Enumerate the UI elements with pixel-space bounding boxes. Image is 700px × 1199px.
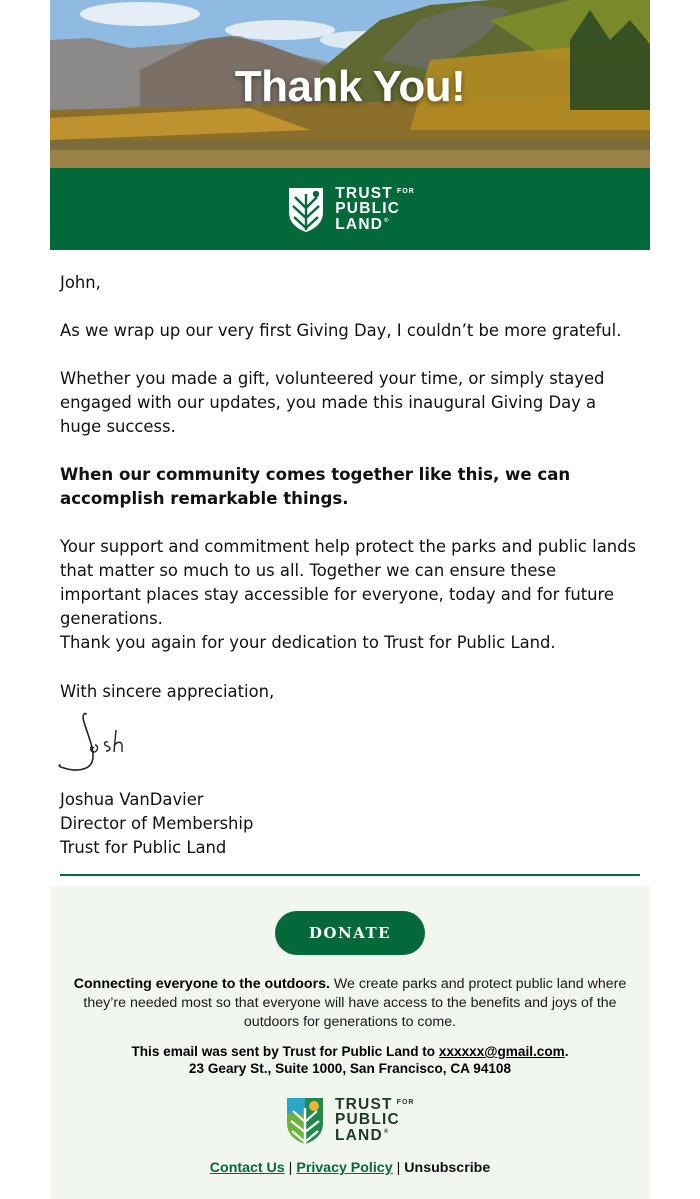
mission-headline: Connecting everyone to the outdoors. [73,976,330,992]
contact-us-link[interactable]: Contact Us [209,1160,285,1176]
handwritten-signature [56,708,146,785]
mission-statement [70,975,630,1032]
privacy-policy-link[interactable]: Privacy Policy [296,1160,393,1176]
footer [50,886,650,1199]
mission-text: We create parks and protect public land where they’re needed most so that everyone will have access to the benefits and joys of the outdoors for generations to come. [83,976,627,1030]
paragraph-2: Whether you made a gift, volunteered your time, or simply stayed engaged with our updates, you made this inaugural Giving Day a huge success. [60,369,605,436]
donate-button[interactable]: DONATE [275,911,425,955]
trust-for-public-land-logo[interactable] [285,184,414,234]
email-container [50,0,650,1176]
footer-links: Contact Us | Privacy Policy | Unsubscribe [209,1160,491,1176]
mailing-address: 23 Geary St., Suite 1000, San Francisco, CA 94108 [188,1061,512,1076]
paragraph-4: Your support and commitment help protect the parks and public lands that matter so much to us all. Together we can ensure these important places stay accessible for everyone, today and for future generations. [60,537,637,628]
leaf-shield-color-icon [283,1094,327,1146]
paragraph-5: Thank you again for your dedication to Trust for Public Land. [60,633,556,652]
footer-logo[interactable] [283,1094,414,1146]
signer-name: Joshua VanDavier [60,790,204,809]
signer-organization: Trust for Public Land [60,838,227,857]
signer-title: Director of Membership [60,814,254,833]
footer-logo-wordmark: TRUST $^{FOR}$ PUBLIC LAND® [335,1095,415,1144]
section-divider [60,874,640,876]
leaf-shield-icon [285,184,327,234]
recipient-email-link[interactable]: xxxxxx@gmail.com [438,1044,565,1059]
hero-title: Thank You! [234,62,466,111]
paragraph-1: As we wrap up our very first Giving Day, I couldn’t be more grateful. [60,321,622,340]
header-logo-band [50,168,650,250]
sent-by-notice: This email was sent by Trust for Public Land to xxxxxx@gmail.com. 23 Geary St., Suite 1000, San Francisco, CA 94108 [131,1044,569,1076]
greeting: John, [60,273,101,292]
hero-image [50,0,650,168]
closing: With sincere appreciation, [60,682,275,701]
logo-wordmark: TRUST $^{FOR}$ PUBLIC LAND® [335,184,415,233]
paragraph-bold: When our community comes together like this, we can accomplish remarkable things. [60,465,571,508]
unsubscribe-link[interactable]: Unsubscribe [404,1160,491,1176]
